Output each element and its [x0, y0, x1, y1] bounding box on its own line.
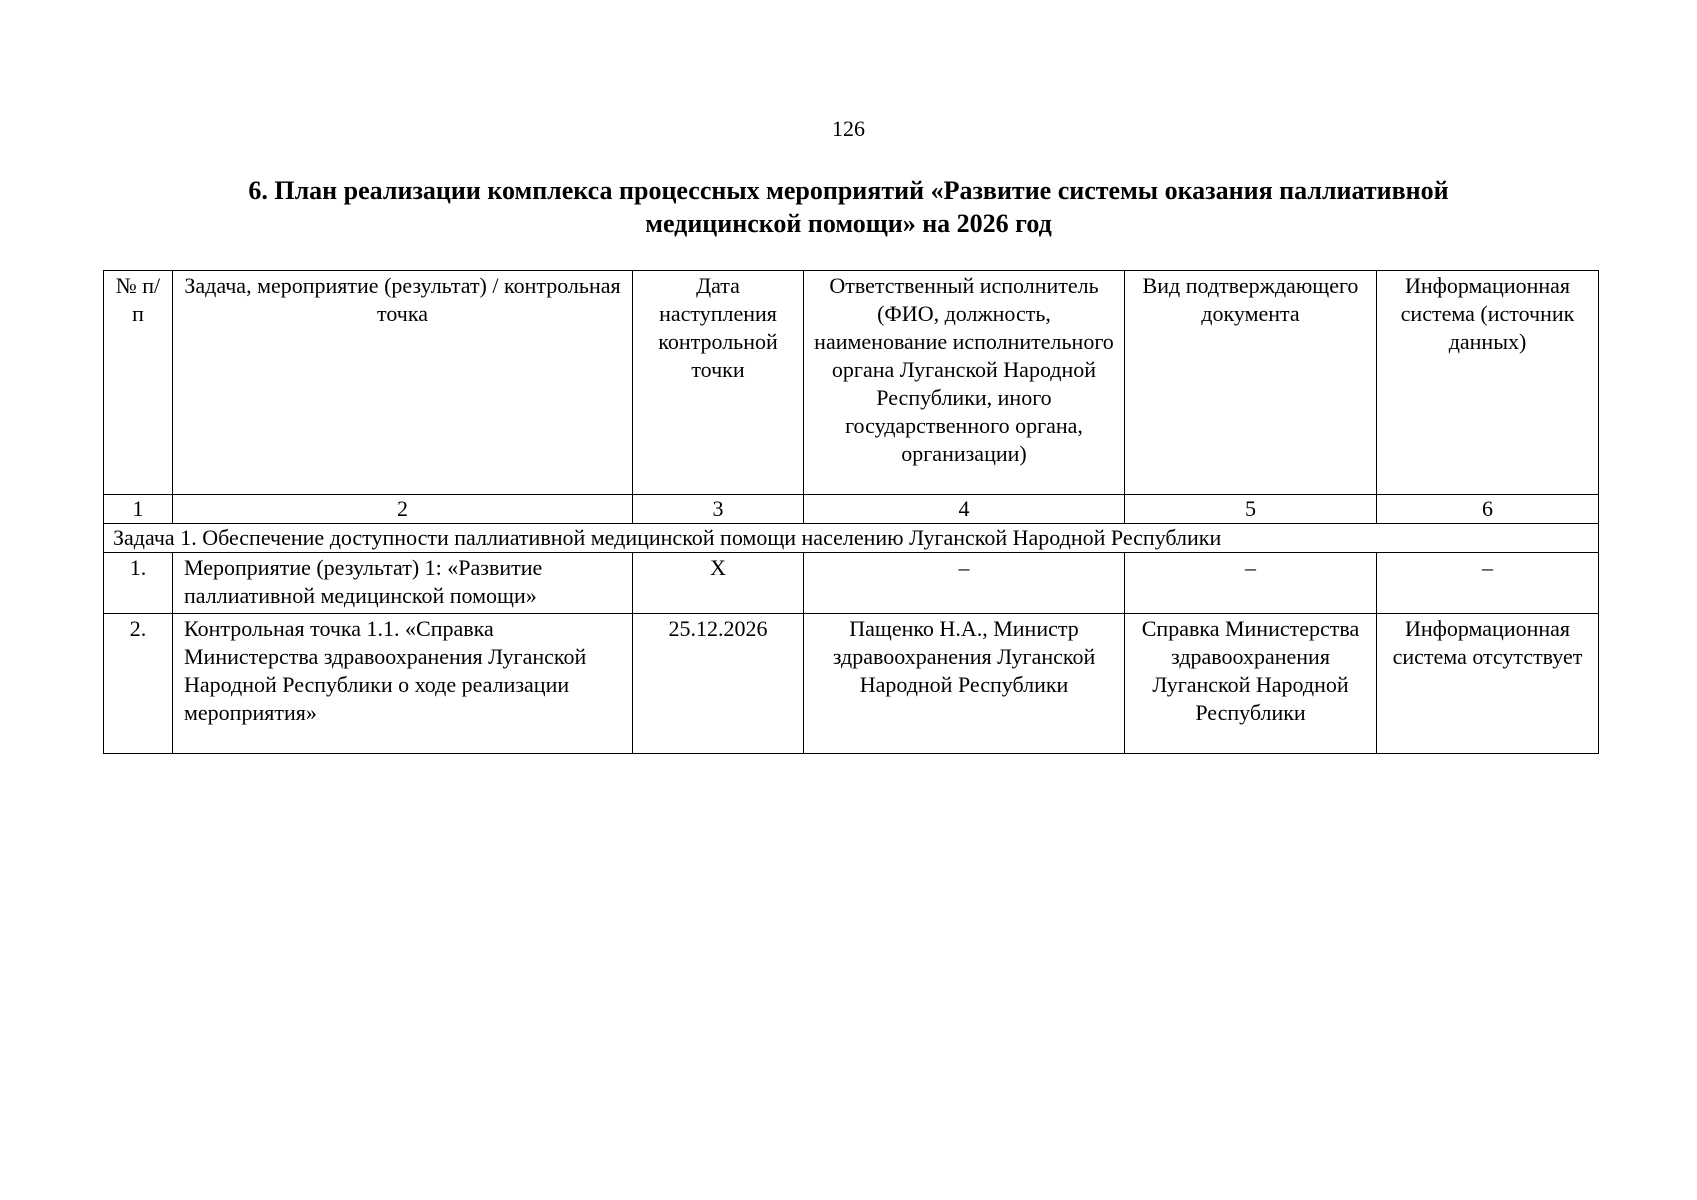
column-number-6: 6: [1377, 495, 1599, 524]
task-row: [104, 524, 1599, 553]
header-number: № п/п: [104, 271, 173, 495]
row-item: Контрольная точка 1.1. «Справка Министерства здравоохранения Луганской Народной Республики о ходе реализации мероприятия»: [173, 614, 633, 754]
document-title-line-1: 6. План реализации комплекса процессных мероприятий «Развитие системы оказания паллиативной: [248, 176, 1449, 205]
row-document: –: [1125, 553, 1377, 614]
row-number: 1.: [104, 553, 173, 614]
header-task: Задача, мероприятие (результат) / контрольная точка: [173, 271, 633, 495]
table-row: [104, 614, 1599, 754]
header-responsible: Ответственный исполнитель (ФИО, должность, наименование исполнительного органа Луганской Народной Республики, иного государственного органа, организации): [804, 271, 1125, 495]
page-number: 126: [832, 116, 865, 141]
header-date: Дата наступления контрольной точки: [633, 271, 804, 495]
row-date: 25.12.2026: [633, 614, 804, 754]
document-title: [100, 174, 1597, 240]
row-responsible: –: [804, 553, 1125, 614]
plan-table: [103, 270, 1599, 754]
row-date: Х: [633, 553, 804, 614]
column-number-5: 5: [1125, 495, 1377, 524]
column-number-1: 1: [104, 495, 173, 524]
table-row: [104, 553, 1599, 614]
row-system: Информационная система отсутствует: [1377, 614, 1599, 754]
column-number-2: 2: [173, 495, 633, 524]
header-document: Вид подтверждающего документа: [1125, 271, 1377, 495]
document-title-line-2: медицинской помощи» на 2026 год: [645, 209, 1052, 238]
column-number-4: 4: [804, 495, 1125, 524]
table-header-row: [104, 271, 1599, 495]
column-number-3: 3: [633, 495, 804, 524]
row-document: Справка Министерства здравоохранения Луганской Народной Республики: [1125, 614, 1377, 754]
row-item: Мероприятие (результат) 1: «Развитие паллиативной медицинской помощи»: [173, 553, 633, 614]
row-responsible: Пащенко Н.А., Министр здравоохранения Луганской Народной Республики: [804, 614, 1125, 754]
task-title: Задача 1. Обеспечение доступности паллиативной медицинской помощи населению Луганской Народной Республики: [104, 524, 1599, 553]
row-number: 2.: [104, 614, 173, 754]
row-system: –: [1377, 553, 1599, 614]
column-number-row: [104, 495, 1599, 524]
header-system: Информационная система (источник данных): [1377, 271, 1599, 495]
